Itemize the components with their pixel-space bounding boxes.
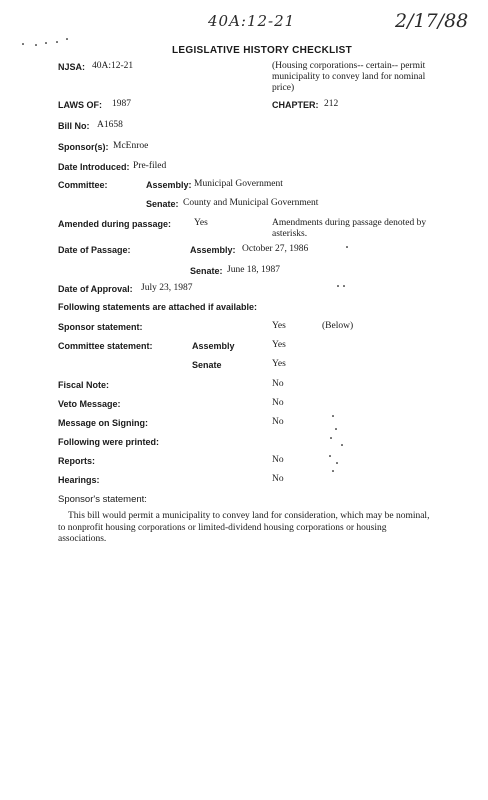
chapter-label: CHAPTER: bbox=[272, 100, 319, 110]
reports-value: No bbox=[272, 455, 284, 465]
reports-label: Reports: bbox=[58, 456, 96, 466]
laws-of-label: LAWS OF: bbox=[58, 100, 102, 110]
committee-assembly-value: Municipal Government bbox=[194, 179, 283, 189]
committee-statement-assembly-label: Assembly bbox=[192, 341, 235, 351]
chapter-value: 212 bbox=[324, 99, 339, 109]
bill-no-label: Bill No: bbox=[58, 121, 90, 131]
sponsor-statement-value: Yes bbox=[272, 321, 286, 331]
veto-message-label: Veto Message: bbox=[58, 399, 121, 409]
date-introduced-label: Date Introduced: bbox=[58, 162, 130, 172]
sponsors-statement-text: This bill would permit a municipality to convey land for consideration, which may be nominal, to nonprofit housing corporations or limited-dividend housing corporations or housing associations. bbox=[58, 511, 430, 544]
committee-statement-label: Committee statement: bbox=[58, 341, 153, 351]
hearings-value: No bbox=[272, 474, 284, 484]
amended-note: Amendments during passage denoted by asterisks. bbox=[272, 218, 427, 239]
committee-label: Committee: bbox=[58, 180, 108, 190]
date-of-passage-label: Date of Passage: bbox=[58, 245, 131, 255]
date-of-approval-value: July 23, 1987 bbox=[141, 283, 193, 293]
hearings-label: Hearings: bbox=[58, 475, 100, 485]
passage-assembly-value: October 27, 1986 bbox=[242, 244, 309, 254]
date-introduced-value: Pre-filed bbox=[133, 161, 167, 171]
message-on-signing-label: Message on Signing: bbox=[58, 418, 149, 428]
fiscal-note-value: No bbox=[272, 379, 284, 389]
committee-statement-senate-value: Yes bbox=[272, 359, 286, 369]
veto-message-value: No bbox=[272, 398, 284, 408]
sponsors-statement-heading: Sponsor's statement: bbox=[58, 494, 147, 505]
date-of-approval-label: Date of Approval: bbox=[58, 284, 133, 294]
sponsor-statement-note: (Below) bbox=[322, 321, 354, 331]
passage-assembly-label: Assembly: bbox=[190, 245, 236, 255]
fiscal-note-label: Fiscal Note: bbox=[58, 380, 110, 390]
sponsor-statement-label: Sponsor statement: bbox=[58, 322, 143, 332]
following-attached-heading: Following statements are attached if available: bbox=[58, 302, 258, 312]
committee-statement-senate-label: Senate bbox=[192, 360, 222, 370]
committee-senate-label: Senate: bbox=[146, 199, 179, 209]
passage-senate-value: June 18, 1987 bbox=[227, 265, 281, 275]
sponsor-value: McEnroe bbox=[113, 141, 149, 151]
handwritten-date: 2/17/88 bbox=[395, 10, 469, 32]
amended-label: Amended during passage: bbox=[58, 219, 172, 229]
following-printed-heading: Following were printed: bbox=[58, 437, 159, 447]
bill-no-value: A1658 bbox=[97, 120, 123, 130]
sponsor-label: Sponsor(s): bbox=[58, 142, 109, 152]
committee-assembly-label: Assembly: bbox=[146, 180, 192, 190]
amended-value: Yes bbox=[194, 218, 208, 228]
njsa-label: NJSA: bbox=[58, 62, 86, 72]
njsa-description: (Housing corporations-- certain-- permit municipality to convey land for nominal price) bbox=[272, 61, 426, 93]
committee-senate-value: County and Municipal Government bbox=[183, 198, 319, 208]
committee-statement-assembly-value: Yes bbox=[272, 340, 286, 350]
passage-senate-label: Senate: bbox=[190, 266, 223, 276]
document-title: LEGISLATIVE HISTORY CHECKLIST bbox=[172, 45, 353, 56]
njsa-value: 40A:12-21 bbox=[92, 61, 134, 71]
message-on-signing-value: No bbox=[272, 417, 284, 427]
handwritten-citation: 40A:12-21 bbox=[208, 12, 296, 30]
laws-of-value: 1987 bbox=[112, 99, 131, 109]
